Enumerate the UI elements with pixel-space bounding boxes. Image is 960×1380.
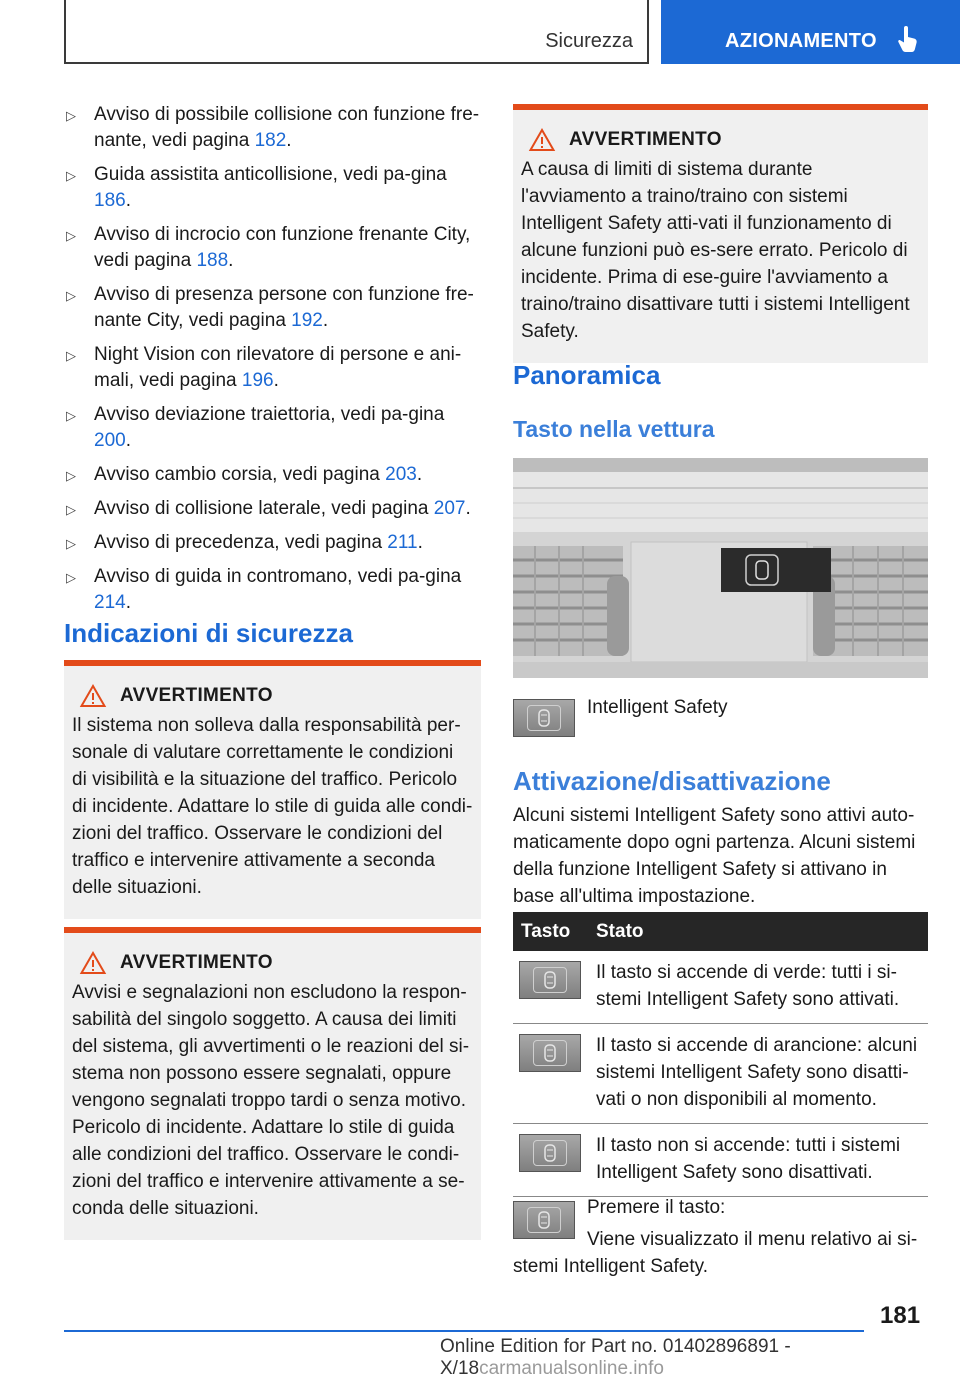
warning-title: AVVERTIMENTO	[120, 685, 273, 706]
list-item: ▷ Avviso di incrocio con funzione frenante City, vedi pagina 188.	[66, 224, 471, 271]
page-link[interactable]: 188	[196, 250, 229, 271]
warning-text: A causa di limiti di sistema durante l'avviamento a traino/traino con sistemi Intelligent Safety atti-vati il funzionamento di alcune funzioni può es-sere errato. Pericolo di incidente. Prima di ese-guire l'avviamento a traino/traino disattivare tutti i sistemi Intelligent Safety.	[521, 159, 910, 342]
footer-watermark: carmanualsonline.info	[479, 1358, 664, 1379]
list-item: ▷ Avviso di possibile collisione con funzione fre-nante, vedi pagina 182.	[66, 104, 480, 151]
page-link[interactable]: 200	[94, 430, 126, 451]
list-item: ▷ Avviso di guida in contromano, vedi pa-gina 214.	[66, 566, 462, 613]
warning-box	[64, 660, 481, 919]
table-cell-status: Il tasto si accende di arancione: alcuni sistemi Intelligent Safety sono disatti-vati o non disponibili al momento.	[596, 1035, 918, 1110]
page-link[interactable]: 214	[94, 592, 126, 613]
activation-heading: Attivazione/disattivazione	[513, 766, 831, 796]
press-result: Viene visualizzato il menu relativo ai si-stemi Intelligent Safety.	[513, 1229, 918, 1277]
column-header-button: Tasto	[521, 920, 571, 942]
page-link[interactable]: 182	[254, 130, 287, 151]
header-chapter-tab	[661, 0, 960, 64]
warning-triangle-icon	[80, 684, 106, 708]
page-link[interactable]: 186	[94, 190, 126, 211]
table-cell-status: Il tasto non si accende: tutti i sistemi Intelligent Safety sono disattivati.	[596, 1135, 901, 1183]
warning-text: Avvisi e segnalazioni non escludono la respon-sabilità del singolo soggetto. A causa dei limiti del sistema, gli avvertimenti o le reazioni del si-stema non possono essere segnalati, oppure vengono segnalati troppo tardi o senza motivo. Pericolo di incidente. Adattare lo stile di guida alle condizioni del traffico. Osservare le condi-zioni del traffico e intervenire attivamente a se-conda delle situazioni.	[72, 982, 470, 1219]
related-functions-list	[64, 102, 484, 624]
list-item: ▷ Avviso cambio corsia, vedi pagina 203.	[64, 462, 484, 488]
triangle-bullet-icon: ▷	[66, 408, 76, 423]
triangle-bullet-icon: ▷	[66, 288, 76, 303]
intelligent-safety-button-icon	[519, 961, 581, 999]
warning-box	[513, 104, 928, 363]
triangle-bullet-icon: ▷	[66, 168, 76, 183]
table-row	[513, 951, 928, 1024]
column-header-status: Stato	[596, 920, 644, 942]
triangle-bullet-icon: ▷	[66, 228, 76, 243]
pointing-hand-icon	[895, 26, 919, 54]
list-item: ▷ Avviso di presenza persone con funzione fre-nante City, vedi pagina 192.	[66, 284, 474, 331]
table-row	[513, 1124, 928, 1197]
triangle-bullet-icon: ▷	[66, 108, 76, 123]
footer-edition	[440, 1336, 960, 1380]
header-chapter-label: AZIONAMENTO	[725, 30, 877, 52]
triangle-bullet-icon: ▷	[66, 348, 76, 363]
intelligent-safety-button-icon	[519, 1034, 581, 1072]
warning-text: Il sistema non solleva dalla responsabilità per-sonale di valutare correttamente le condizioni di visibilità e la situazione del traffico. Pericolo di incidente. Adattare lo stile di guida alle condi-zioni del traffico. Osservare le condizioni del traffico e intervenire attivamente a seconda delle situazioni.	[72, 715, 473, 898]
page-link[interactable]: 207	[433, 498, 466, 519]
header-section-tab	[64, 0, 649, 64]
triangle-bullet-icon: ▷	[66, 468, 76, 483]
warning-triangle-icon	[529, 128, 555, 152]
list-item: ▷ Avviso di collisione laterale, vedi pagina 207.	[64, 496, 484, 522]
page-link[interactable]: 192	[291, 310, 323, 331]
list-item: ▷ Night Vision con rilevatore di persone e ani-mali, vedi pagina 196.	[66, 344, 462, 391]
header-section-label: Sicurezza	[545, 30, 633, 52]
dashboard-vents-illustration	[513, 458, 928, 678]
warning-triangle-icon	[80, 951, 106, 975]
activation-text: Alcuni sistemi Intelligent Safety sono attivi auto-maticamente dopo ogni partenza. Alcuni sistemi della funzione Intelligent Safety si attivano in base all'ultima impostazione.	[513, 805, 916, 907]
triangle-bullet-icon: ▷	[66, 536, 76, 551]
button-heading: Tasto nella vettura	[513, 416, 715, 442]
vehicle-button-photo	[513, 458, 928, 678]
page-link[interactable]: 203	[385, 464, 417, 485]
list-item: ▷ Avviso di precedenza, vedi pagina 211.	[64, 530, 484, 556]
safety-heading: Indicazioni di sicurezza	[64, 618, 353, 648]
warning-box	[64, 927, 481, 1240]
overview-heading: Panoramica	[513, 360, 661, 390]
button-caption: Intelligent Safety	[587, 697, 728, 718]
table-header	[513, 912, 928, 951]
warning-title: AVVERTIMENTO	[120, 952, 273, 973]
table-cell-status: Il tasto si accende di verde: tutti i si-stemi Intelligent Safety sono attivati.	[596, 962, 900, 1010]
intelligent-safety-button-icon	[513, 699, 575, 737]
footer-divider	[64, 1330, 864, 1332]
table-row	[513, 1024, 928, 1124]
intelligent-safety-button-icon	[519, 1134, 581, 1172]
press-instruction: Premere il tasto:	[587, 1197, 726, 1218]
warning-title: AVVERTIMENTO	[569, 129, 722, 150]
page-link[interactable]: 211	[387, 532, 418, 553]
triangle-bullet-icon: ▷	[66, 502, 76, 517]
page-number: 181	[880, 1302, 921, 1329]
list-item: ▷ Guida assistita anticollisione, vedi pa-gina 186.	[66, 164, 447, 211]
footer-edition-text: Online Edition for Part no. 01402896891 - X/18	[440, 1336, 791, 1379]
page-link[interactable]: 196	[241, 370, 274, 391]
triangle-bullet-icon: ▷	[66, 570, 76, 585]
button-status-table	[513, 912, 928, 1197]
list-item: ▷ Avviso deviazione traiettoria, vedi pa-gina 200.	[66, 404, 445, 451]
